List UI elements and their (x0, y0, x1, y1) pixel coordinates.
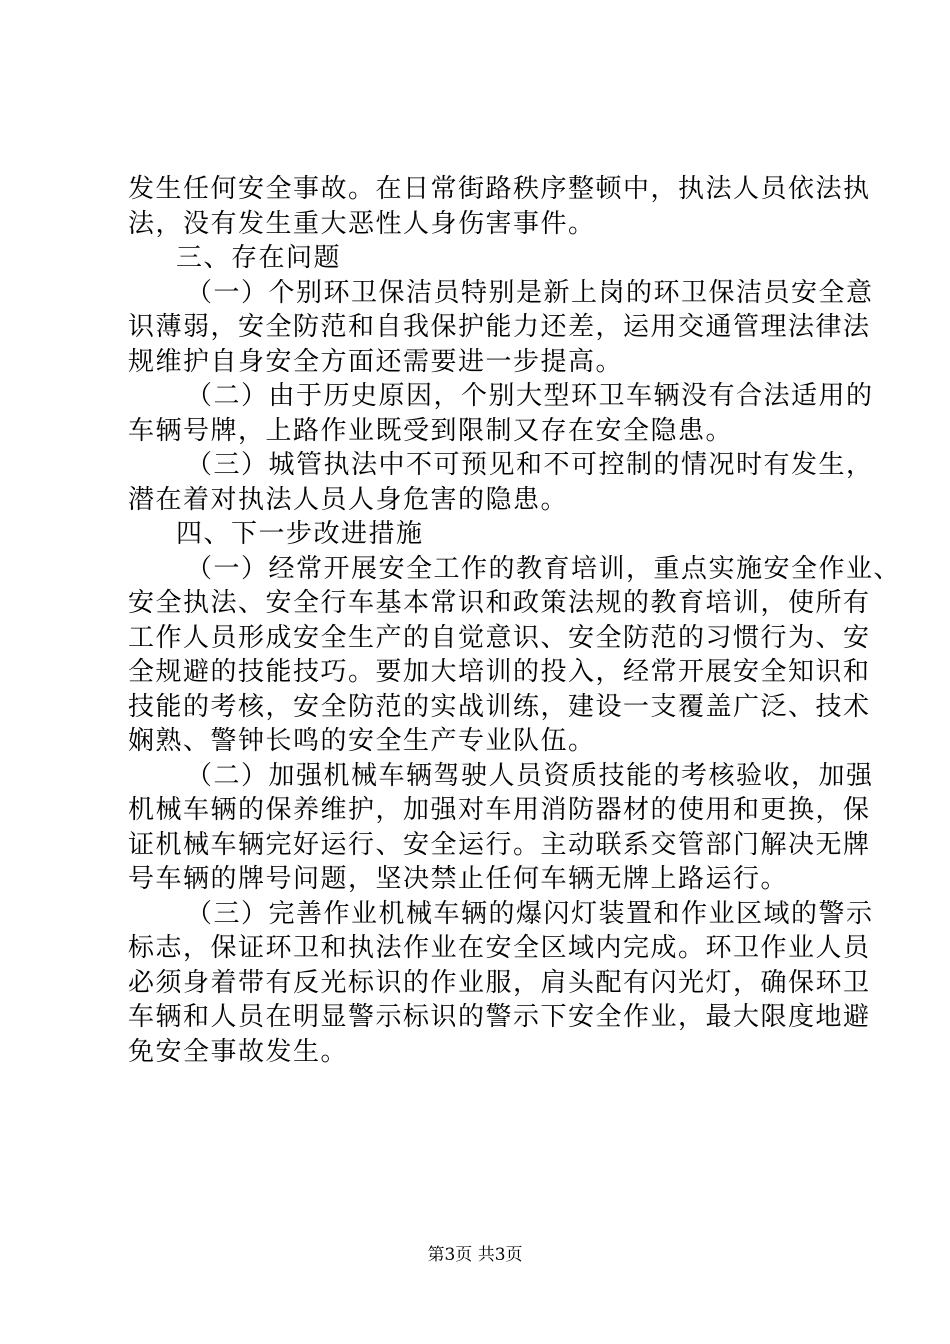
body-line: 车辆号牌，上路作业既受到限制又存在安全隐患。 (128, 415, 734, 446)
body-line: 免安全事故发生。 (128, 1036, 349, 1067)
section-heading-measures: 四、下一步改进措施 (176, 519, 424, 549)
body-line: 潜在着对执法人员人身危害的隐患。 (128, 484, 569, 515)
body-line: （三）城管执法中不可预见和不可控制的情况时有发生， (186, 450, 874, 480)
body-line: 发生任何安全事故。在日常街路秩序整顿中，执法人员依法执 (128, 174, 871, 204)
body-line: 全规避的技能技巧。要加大培训的投入，经常开展安全知识和 (128, 657, 871, 687)
body-line: 娴熟、警钟长鸣的安全生产专业队伍。 (128, 726, 596, 756)
body-line: 机械车辆的保养维护，加强对车用消防器材的使用和更换，保 (128, 795, 871, 825)
section-heading-problems: 三、存在问题 (176, 243, 342, 273)
body-line: 安全执法、安全行车基本常识和政策法规的教育培训，使所有 (128, 588, 871, 618)
body-line: （三）完善作业机械车辆的爆闪灯装置和作业区域的警示 (186, 898, 874, 929)
body-line: 识薄弱，安全防范和自我保护能力还差，运用交通管理法律法 (128, 312, 871, 342)
document-body (128, 172, 902, 1069)
body-line: 号车辆的牌号问题，坚决禁止任何车辆无牌上路运行。 (128, 864, 789, 894)
page-footer: 第3页 共3页 (427, 1245, 523, 1265)
body-line: 必须身着带有反光标识的作业服，肩头配有闪光灯，确保环卫 (128, 967, 871, 998)
body-line: 证机械车辆完好运行、安全运行。主动联系交管部门解决无牌 (128, 829, 871, 860)
body-line: （二）由于历史原因，个别大型环卫车辆没有合法适用的 (186, 381, 874, 411)
body-line: 车辆和人员在明显警示标识的警示下安全作业，最大限度地避 (128, 1002, 871, 1032)
body-line: 标志，保证环卫和执法作业在安全区域内完成。环卫作业人员 (128, 933, 871, 963)
body-line: 规维护自身安全方面还需要进一步提高。 (128, 346, 624, 377)
body-line: 工作人员形成安全生产的自觉意识、安全防范的习惯行为、安 (128, 622, 871, 653)
body-line: 技能的考核，安全防范的实战训练，建设一支覆盖广泛、技术 (128, 691, 871, 722)
body-line: （二）加强机械车辆驾驶人员资质技能的考核验收，加强 (186, 760, 874, 791)
body-line: 法，没有发生重大恶性人身伤害事件。 (128, 208, 596, 239)
body-line: （一）个别环卫保洁员特别是新上岗的环卫保洁员安全意 (186, 277, 874, 308)
body-line: （一）经常开展安全工作的教育培训，重点实施安全作业、 (186, 553, 902, 584)
